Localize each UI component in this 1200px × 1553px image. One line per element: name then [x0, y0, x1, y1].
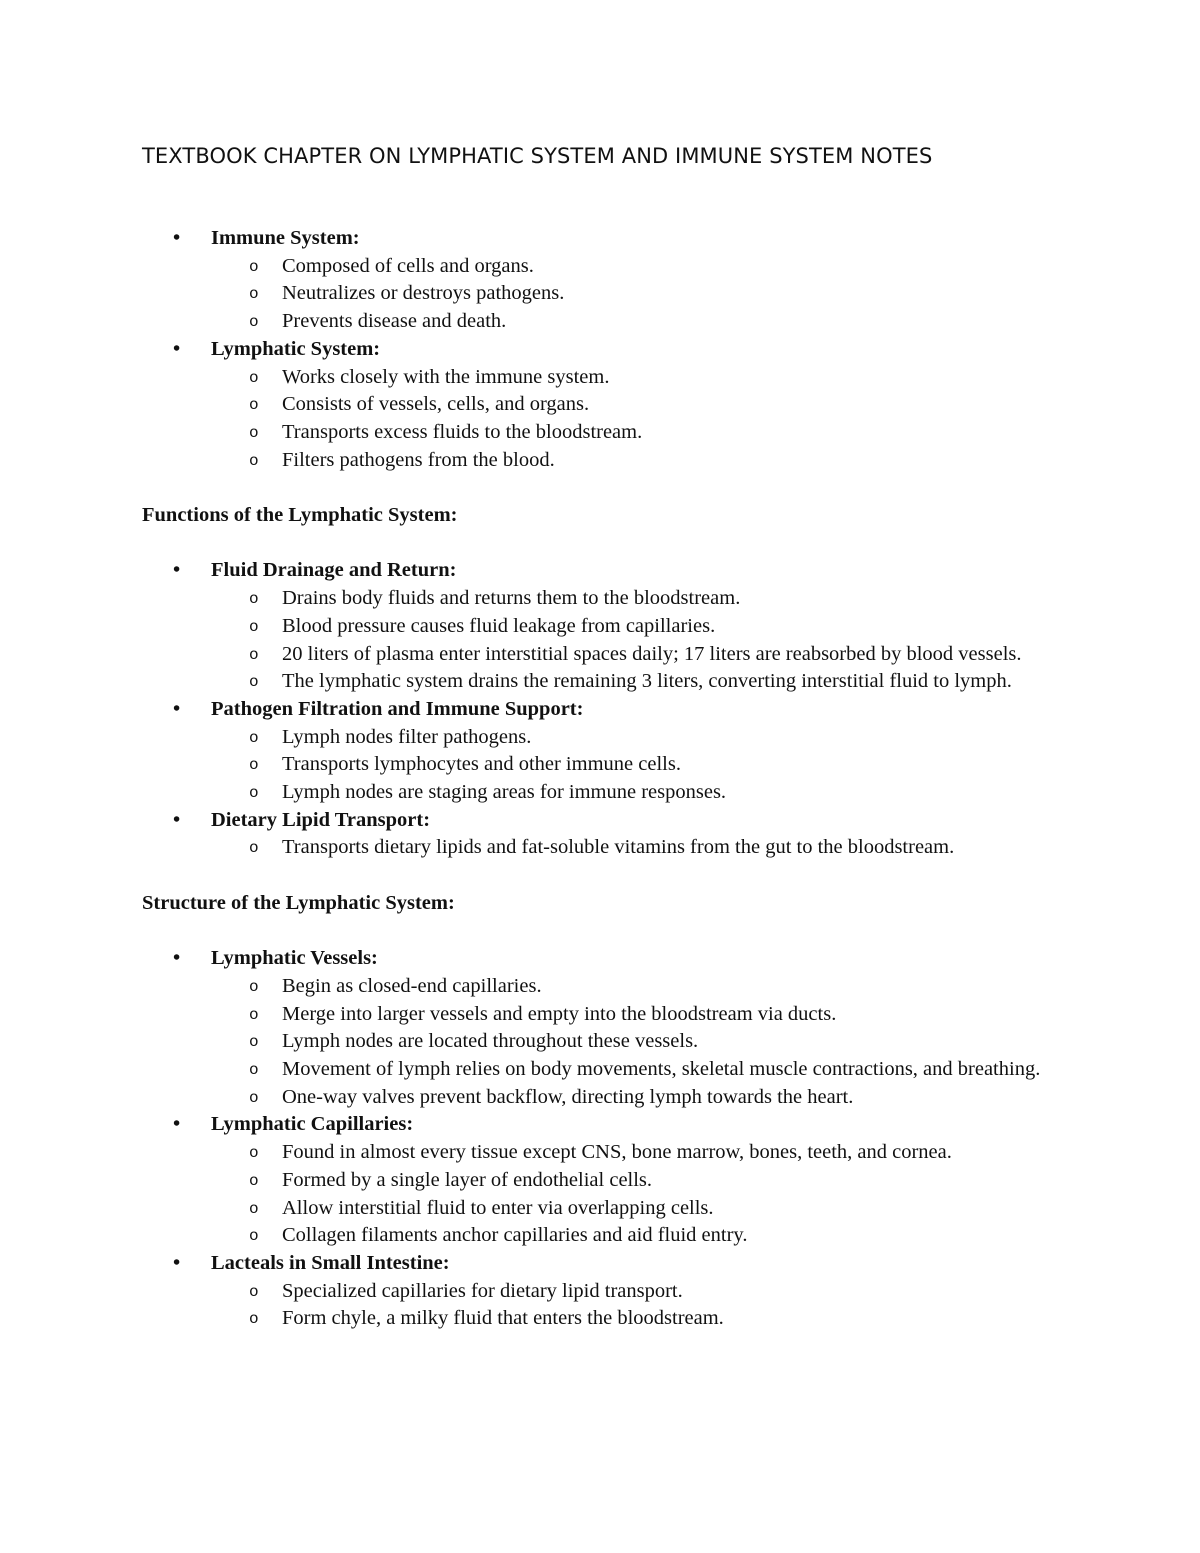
sub-bullet-icon: o — [249, 839, 259, 858]
bullet-icon: • — [173, 227, 181, 249]
sub-item-text: Composed of cells and organs. — [282, 254, 534, 277]
sub-bullet-icon: o — [249, 257, 259, 276]
sub-list-item — [142, 1139, 1062, 1167]
sub-list-item — [142, 308, 1062, 336]
sub-bullet-icon: o — [249, 617, 259, 636]
sub-item-text: Movement of lymph relies on body movements, skeletal muscle contractions, and breathing. — [282, 1058, 1041, 1081]
functions-list — [142, 557, 1062, 862]
item-heading: Dietary Lipid Transport: — [211, 808, 431, 831]
list-item — [142, 807, 1062, 862]
sub-bullet-icon: o — [249, 728, 259, 747]
sub-bullet-icon: o — [249, 1171, 259, 1190]
sub-bullet-icon: o — [249, 673, 259, 692]
page-title: TEXTBOOK CHAPTER ON LYMPHATIC SYSTEM AND IMMUNE SYSTEM NOTES — [142, 144, 933, 168]
spacer — [142, 918, 1062, 946]
list-item — [142, 336, 1062, 475]
sub-bullet-icon: o — [249, 645, 259, 664]
sub-bullet-icon: o — [249, 590, 259, 609]
sub-bullet-icon: o — [249, 368, 259, 387]
bullet-icon: • — [173, 808, 181, 831]
intro-list — [142, 225, 1062, 474]
item-heading: Immune System: — [211, 227, 360, 249]
list-item — [142, 225, 1062, 336]
sub-bullet-icon: o — [249, 1033, 259, 1052]
item-heading: Fluid Drainage and Return: — [211, 559, 457, 582]
sub-bullet-icon: o — [249, 313, 259, 332]
sub-bullet-icon: o — [249, 423, 259, 442]
list-item — [142, 557, 1062, 696]
bullet-icon: • — [173, 697, 181, 720]
sub-list-item — [142, 779, 1062, 807]
sub-list-item — [142, 1028, 1062, 1056]
sub-list — [211, 1139, 1062, 1250]
sub-bullet-icon: o — [249, 396, 259, 415]
bullet-icon: • — [173, 337, 181, 360]
sub-item-text: 20 liters of plasma enter interstitial spaces daily; 17 liters are reabsorbed by blood vessels. — [282, 642, 1022, 665]
sub-list-item — [142, 1278, 1062, 1306]
sub-list — [211, 364, 1062, 475]
sub-item-text: Collagen filaments anchor capillaries and aid fluid entry. — [282, 1224, 748, 1247]
item-heading: Lymphatic Capillaries: — [211, 1113, 414, 1136]
sub-list-item — [142, 419, 1062, 447]
sub-item-text: Lymph nodes filter pathogens. — [282, 725, 532, 748]
sub-bullet-icon: o — [249, 784, 259, 803]
sub-list-item — [142, 1084, 1062, 1112]
sub-list-item — [142, 364, 1062, 392]
sub-list-item — [142, 1195, 1062, 1223]
sub-list — [211, 1278, 1062, 1333]
document-body — [142, 225, 1062, 1333]
sub-item-text: Neutralizes or destroys pathogens. — [282, 282, 565, 305]
sub-bullet-icon: o — [249, 1227, 259, 1246]
sub-list-item — [142, 973, 1062, 1001]
sub-bullet-icon: o — [249, 451, 259, 470]
bullet-icon: • — [173, 1113, 181, 1136]
sub-list-item — [142, 834, 1062, 862]
sub-list — [211, 724, 1062, 807]
sub-list-item — [142, 641, 1062, 669]
sub-bullet-icon: o — [249, 1144, 259, 1163]
sub-bullet-icon: o — [249, 1199, 259, 1218]
sub-list-item — [142, 724, 1062, 752]
bullet-icon: • — [173, 947, 181, 970]
sub-bullet-icon: o — [249, 756, 259, 775]
spacer — [142, 862, 1062, 890]
sub-list-item — [142, 751, 1062, 779]
sub-item-text: Lymph nodes are located throughout these vessels. — [282, 1030, 699, 1053]
sub-list-item — [142, 280, 1062, 308]
sub-item-text: Consists of vessels, cells, and organs. — [282, 393, 590, 416]
item-heading: Pathogen Filtration and Immune Support: — [211, 697, 584, 720]
sub-item-text: Blood pressure causes fluid leakage from capillaries. — [282, 614, 716, 637]
sub-bullet-icon: o — [249, 1005, 259, 1024]
sub-list-item — [142, 585, 1062, 613]
spacer — [142, 474, 1062, 502]
sub-list — [211, 585, 1062, 696]
sub-list-item — [142, 1056, 1062, 1084]
sub-item-text: Works closely with the immune system. — [282, 365, 610, 388]
sub-bullet-icon: o — [249, 285, 259, 304]
sub-list-item — [142, 1305, 1062, 1333]
item-heading: Lymphatic System: — [211, 337, 381, 360]
sub-item-text: Filters pathogens from the blood. — [282, 448, 555, 471]
sub-item-text: Specialized capillaries for dietary lipid transport. — [282, 1279, 683, 1302]
sub-item-text: Allow interstitial fluid to enter via overlapping cells. — [282, 1196, 714, 1219]
item-heading: Lacteals in Small Intestine: — [211, 1251, 450, 1274]
bullet-icon: • — [173, 1251, 181, 1274]
sub-item-text: Lymph nodes are staging areas for immune responses. — [282, 781, 727, 804]
sub-item-text: Merge into larger vessels and empty into the bloodstream via ducts. — [282, 1002, 837, 1025]
sub-list-item — [142, 1001, 1062, 1029]
list-item — [142, 945, 1062, 1111]
sub-list — [211, 973, 1062, 1112]
sub-item-text: One-way valves prevent backflow, directing lymph towards the heart. — [282, 1085, 854, 1108]
section-heading-structure: Structure of the Lymphatic System: — [142, 891, 455, 914]
sub-list-item — [142, 391, 1062, 419]
item-heading: Lymphatic Vessels: — [211, 947, 378, 970]
sub-item-text: Transports dietary lipids and fat-soluble vitamins from the gut to the bloodstream. — [282, 836, 955, 859]
sub-list — [211, 253, 1062, 336]
list-item — [142, 696, 1062, 807]
sub-bullet-icon: o — [249, 1088, 259, 1107]
list-item — [142, 1111, 1062, 1250]
bullet-icon: • — [173, 559, 181, 582]
list-item — [142, 1250, 1062, 1333]
sub-item-text: Transports lymphocytes and other immune cells. — [282, 753, 681, 776]
sub-bullet-icon: o — [249, 1282, 259, 1301]
sub-item-text: Begin as closed-end capillaries. — [282, 974, 542, 997]
sub-item-text: Prevents disease and death. — [282, 310, 507, 333]
sub-item-text: Formed by a single layer of endothelial cells. — [282, 1168, 653, 1191]
section-heading-functions: Functions of the Lymphatic System: — [142, 504, 458, 527]
spacer — [142, 530, 1062, 558]
sub-bullet-icon: o — [249, 1061, 259, 1080]
sub-list-item — [142, 668, 1062, 696]
sub-list-item — [142, 1167, 1062, 1195]
sub-list-item — [142, 253, 1062, 281]
sub-item-text: Found in almost every tissue except CNS, bone marrow, bones, teeth, and cornea. — [282, 1141, 952, 1164]
sub-bullet-icon: o — [249, 977, 259, 996]
sub-item-text: The lymphatic system drains the remaining 3 liters, converting interstitial fluid to lymph. — [282, 670, 1012, 693]
sub-list-item — [142, 447, 1062, 475]
sub-bullet-icon: o — [249, 1310, 259, 1329]
sub-list-item — [142, 1222, 1062, 1250]
sub-item-text: Form chyle, a milky fluid that enters the bloodstream. — [282, 1307, 724, 1330]
sub-item-text: Transports excess fluids to the bloodstream. — [282, 420, 643, 443]
sub-list-item — [142, 613, 1062, 641]
sub-item-text: Drains body fluids and returns them to the bloodstream. — [282, 587, 741, 610]
sub-list — [211, 834, 1062, 862]
structure-list — [142, 945, 1062, 1333]
